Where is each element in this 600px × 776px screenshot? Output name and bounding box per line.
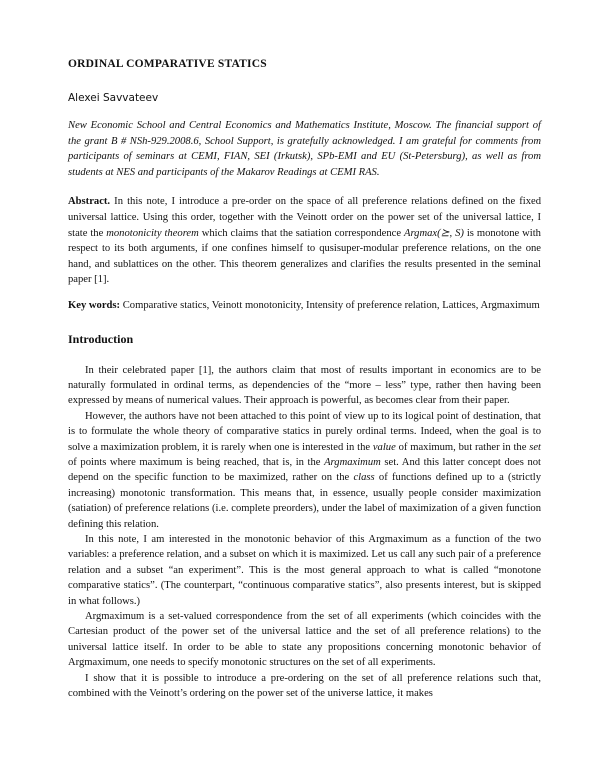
intro-paragraph-5: I show that it is possible to introduce a pre-ordering on the set of all preference relations such that, combined with the Veinott’s ordering on the power set of the universe lattice, it makes (68, 672, 541, 700)
abstract-text-2: which claims that the satiation correspondence (198, 227, 404, 239)
abstract-label: Abstract. (68, 196, 111, 208)
intro-paragraph-2 (68, 409, 541, 532)
intro-paragraph-3: In this note, I am interested in the monotonic behavior of this Argmaximum as a function of the two variables: a preference relation, and a subset on which it is maximized. Let us call any such pair of a preference relation and a subset “an experiment”. This is the most general approach to what is called “monotone comparative statics”. (The counterpart, “continuous comparative statics”, also presents interest, but is skipped in what follows.) (68, 534, 541, 607)
intro-paragraph-4: Argmaximum is a set-valued correspondence from the set of all experiments (which coincides with the Cartesian product of the power set of the universal lattice and the set of all preference relations) to the universal lattice itself. In order to be able to state any propositions concerning monotonic behavior of Argmaximum, one needs to specify monotonic structures on the set of all experiments. (68, 611, 541, 669)
p2-text-g: set. And this latter concept does not depend on the specific function to be maximized, rather on the (68, 456, 541, 484)
section-heading-introduction: Introduction (68, 331, 134, 346)
abstract-text-3: is monotone with respect to its both arguments, if one confines himself to qusisuper-modular preference relations, on the one hand, and sublattices on the other. This theorem generalizes and clarifies the results presented in the seminal paper [1]. (68, 227, 541, 286)
p2-text-i: of functions defined up to a (strictly increasing) monotonic transformation. This means that, in essence, usually people consider maximization (satiation) of preference relations (i.e. complete preorders), under the label of maximization of a given function defining this relation. (68, 472, 542, 530)
abstract (68, 194, 541, 288)
intro-paragraph-1: In their celebrated paper [1], the authors claim that most of results important in economics are to be naturally formulated in ordinal terms, as dependencies of the “more – less” type, rather then having been expressed by means of numerical values. Their approach is powerful, as becomes clear from their paper. (68, 364, 541, 407)
p2-text-e: of points where maximum is being reached, that is, in the (68, 456, 325, 468)
p2-text-c: of maximum, but rather in the (395, 441, 530, 453)
abstract-text-1: In this note, I introduce a pre-order on the space of all preference relations defined on the fixed universal lattice. Using this order, together with the Veinott order on the power set of the universal lattice, I state the (68, 196, 541, 239)
abstract-emphasis-theorem: monotonicity theorem (106, 227, 199, 239)
abstract-emphasis-argmax: Argmax(⪰, S) (403, 227, 464, 239)
keywords-text: Comparative statics, Veinott monotonicity, Intensity of preference relation, Lattices, Argmaximum (120, 299, 540, 311)
paper-title: ORDINAL COMPARATIVE STATICS (68, 58, 267, 70)
p2-emphasis-class: class (353, 472, 375, 484)
p2-emphasis-set: set (529, 441, 541, 453)
p2-text-a: However, the authors have not been attached to this point of view up to its logical point of destination, that is to formulate the whole theory of comparative statics in purely ordinal terms. Indeed, when the goal is to solve a maximization problem, it is rarely when one is interested in the (68, 410, 541, 453)
keywords-label: Key words: (68, 299, 121, 311)
paper-page (68, 50, 541, 701)
p2-emphasis-value: value (372, 441, 396, 453)
author-name: Alexei Savvateev (68, 92, 159, 104)
p2-emphasis-argmaximum: Argmaximum (324, 456, 381, 468)
affiliation-note: New Economic School and Central Economics and Mathematics Institute, Moscow. The financial support of the grant B # NSh-929.2008.6, School Support, is gratefully acknowledged. I am grateful for comments from participants of seminars at CEMI, FIAN, SEI (Irkutsk), SPb-EMI and EU (St-Petersburg), as well as from students at NES and participants of the Makarov Readings at CEMI RAS. (68, 120, 541, 178)
keywords (68, 298, 541, 314)
